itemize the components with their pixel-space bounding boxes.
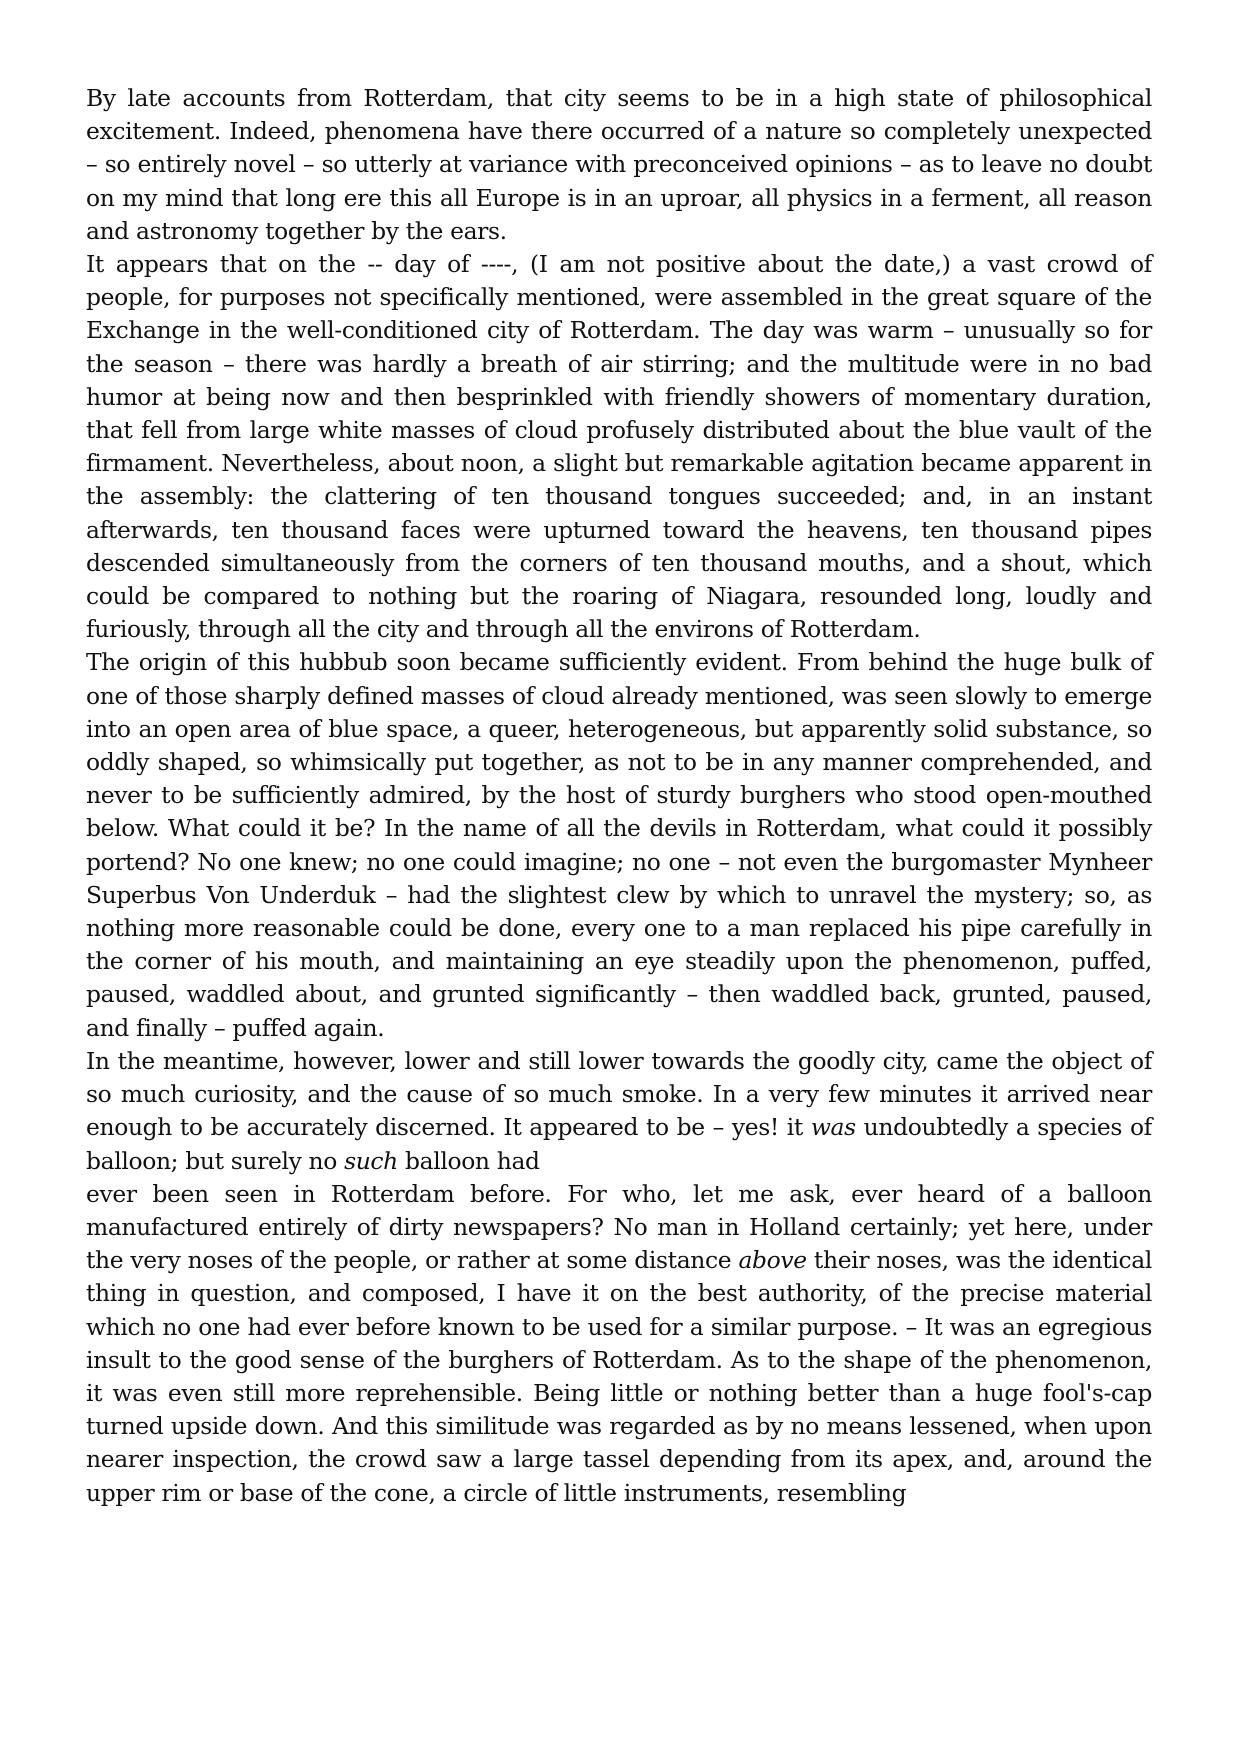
paragraph-4-text: undoubtedly a species of balloon; but surely no	[86, 1113, 1152, 1175]
paragraph-5-text: ever been seen in Rotterdam before. For who, let me ask, ever heard of a balloon manufactured entirely of dirty newspapers? No man in Holland certainly; yet here, under the very noses of the people, or rather at some distance	[86, 1179, 1152, 1275]
paragraph-3: The origin of this hubbub soon became sufficiently evident. From behind the huge bulk of one of those sharply defined masses of cloud already mentioned, was seen slowly to emerge into an open area of blue space, a queer, heterogeneous, but apparently solid substance, so oddly shaped, so whimsically put together, as not to be in any manner comprehended, and never to be sufficiently admired, by the host of sturdy burghers who stood open-mouthed below. What could it be? In the name of all the devils in Rotterdam, what could it possibly portend? No one knew; no one could imagine; no one – not even the burgomaster Mynheer Superbus Von Underduk – had the slightest clew by which to unravel the mystery; so, as nothing more reasonable could be done, every one to a man replaced his pipe carefully in the corner of his mouth, and maintaining an eye steadily upon the phenomenon, puffed, paused, waddled about, and grunted significantly – then waddled back, grunted, paused, and finally – puffed again.	[86, 648, 1152, 1042]
paragraph-2: It appears that on the -- day of ----, (I am not positive about the date,) a vast crowd of people, for purposes not specifically mentioned, were assembled in the great square of the Exchange in the well-conditioned city of Rotterdam. The day was warm – unusually so for the season – there was hardly a breath of air stirring; and the multitude were in no bad humor at being now and then besprinkled with friendly showers of momentary duration, that fell from large white masses of cloud profusely distributed about the blue vault of the firmament. Nevertheless, about noon, a slight but remarkable agitation became apparent in the assembly: the clattering of ten thousand tongues succeeded; and, in an instant afterwards, ten thousand faces were upturned toward the heavens, ten thousand pipes descended simultaneously from the corners of ten thousand mouths, and a shout, which could be compared to nothing but the roaring of Niagara, resounded long, loudly and furiously, through all the city and through all the environs of Rotterdam.	[86, 250, 1152, 644]
paragraph-5-text: their noses, was the identical thing in question, and composed, I have it on the best authority, of the precise material which no one had ever before known to be used for a similar purpose. – It was an egregious insult to the good sense of the burghers of Rotterdam. As to the shape of the phenomenon, it was even still more reprehensible. Being little or nothing better than a huge fool's-cap turned upside down. And this similitude was regarded as by no means lessened, when upon nearer inspection, the crowd saw a large tassel depending from its apex, and, around the upper rim or base of the cone, a circle of little instruments, resembling	[86, 1246, 1152, 1507]
emphasis-above: above	[738, 1246, 807, 1275]
paragraph-4-text: balloon had	[397, 1146, 540, 1175]
paragraph-4-continuation	[86, 1178, 1152, 1510]
emphasis-such: such	[344, 1146, 398, 1175]
paragraph-4	[86, 1045, 1152, 1178]
paragraph-1: By late accounts from Rotterdam, that city seems to be in a high state of philosophical excitement. Indeed, phenomena have there occurred of a nature so completely unexpected – so entirely novel – so utterly at variance with preconceived opinions – as to leave no doubt on my mind that long ere this all Europe is in an uproar, all physics in a ferment, all reason and astronomy together by the ears.	[86, 84, 1152, 245]
document-page	[86, 82, 1152, 1510]
paragraph-4-text: In the meantime, however, lower and still lower towards the goodly city, came the object of so much curiosity, and the cause of so much smoke. In a very few minutes it arrived near enough to be accurately discerned. It appeared to be – yes! it	[86, 1046, 1152, 1142]
emphasis-was: was	[810, 1113, 856, 1142]
